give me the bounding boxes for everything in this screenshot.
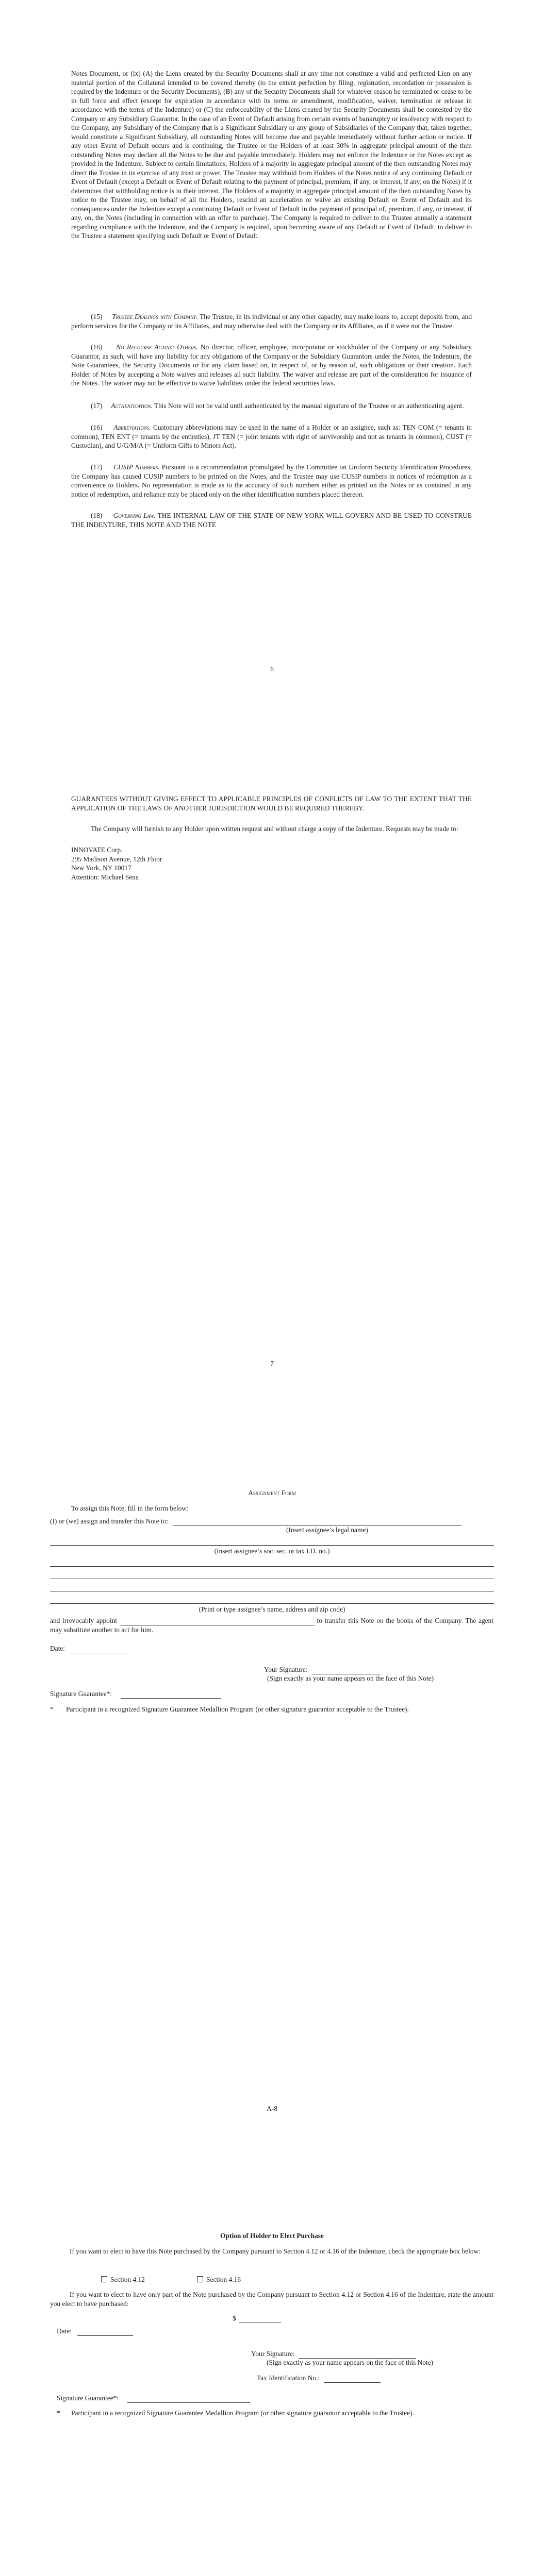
section-17-authentication-paragraph: (17) Authentication. This Note will not be valid until authenticated by the manual signature of the Trustee or an authenticating agent. [91, 402, 464, 410]
option-signature-field[interactable] [299, 2351, 416, 2359]
section-15-heading: Trustee Dealings with Company. [112, 313, 198, 320]
checkbox-section-416[interactable] [197, 2276, 203, 2282]
assignee-name-field[interactable] [173, 1518, 461, 1526]
option-date-row: Date: [57, 2327, 133, 2336]
option-election-paragraph: If you want to elect to have this Note purchased by the Company pursuant to Section 4.12 or 4.16 of the Indenture, check the appropriate box below: [70, 2247, 481, 2255]
address-line: INNOVATE Corp. [71, 846, 123, 854]
section-17-cusip-paragraph: (17) CUSIP Numbers. Pursuant to a recommendation promulgated by the Committee on Uniform Security Identification Procedures, the Company has caused CUSIP numbers to be printed on the Notes, and the Trustee may use CUSIP numbers in notices of redemption as a convenience to Holders. No representation is made as to the accuracy of such numbers either as printed on the Notes or as contained in any notice of redemption, and reliance may be placed only on the other identification numbers placed thereon. [71, 463, 472, 498]
assignee-address-caption: (Print or type assignee’s name, address and zip code) [199, 1605, 345, 1613]
page-number: 7 [270, 1360, 274, 1367]
purchase-amount-field[interactable] [239, 2315, 281, 2323]
section-412-option[interactable]: Section 4.12 [101, 2275, 145, 2284]
assign-instruction: To assign this Note, fill in the form below: [71, 1504, 189, 1512]
assignment-footnote-star: * [50, 1705, 54, 1713]
assignee-address-line-4[interactable] [50, 1603, 494, 1604]
section-16-paragraph: (16) No Recourse Against Others. No director, officer, employee, incorporator or stockholder of the Company or any Subsidiary Guarantor, as such, will have any liability for any obligations of the Company or the Subsidiary Guarantors under the Notes, the Indenture, the Note Guarantees, the Security Documents or for any claim based on, in respect of, or by reason of, such obligations or their creation. Each Holder of Notes by accepting a Note waives and releases all such liability. The waiver and release are part of the consideration for issuance of the Notes. The waiver may not be effective to waive liabilities under the federal securities laws. [71, 343, 472, 387]
appoint-agent-paragraph: and irrevocably appoint to transfer this Note on the books of the Company. The agent may substitute another to act for him. [50, 1617, 493, 1634]
option-signature-note: (Sign exactly as your name appears on the face of this Note) [267, 2359, 434, 2366]
section-16-abbreviations-paragraph: (16) Abbreviations. Customary abbreviations may be used in the name of a Holder or an assignee, such as: TEN COM (= tenants in common), TEN ENT (= tenants by the entireties), JT TEN (= joint tenants with right of survivorship and not as tenants in common), CUST (= Custodian), and U/G/M/A (= Uniform Gifts to Minors Act). [71, 423, 472, 449]
section-18-paragraph: (18) Governing Law. THE INTERNAL LAW OF THE STATE OF NEW YORK WILL GOVERN AND BE USED TO CONSTRUE THE INDENTURE, THIS NOTE AND THE NOTE [71, 512, 472, 529]
company-address [71, 845, 472, 882]
page-number: 6 [270, 665, 274, 673]
assignment-signature-row: Your Signature: [264, 1665, 493, 1674]
assignment-date-field[interactable] [71, 1646, 126, 1653]
assignment-form-title: Assignment Form [248, 1489, 296, 1497]
section-17-cusip-heading: CUSIP Numbers. [113, 463, 160, 471]
page2-continuation-paragraph: GUARANTEES WITHOUT GIVING EFFECT TO APPLICABLE PRINCIPLES OF CONFLICTS OF LAW TO THE EXTENT THAT THE APPLICATION OF THE LAWS OF ANOTHER JURISDICTION WOULD BE REQUIRED THEREBY. [71, 795, 472, 812]
assign-transfer-label: (I) or (we) assign and transfer this Note to: [50, 1517, 169, 1525]
option-signature-row: Your Signature: [251, 2349, 493, 2359]
page-number: A-8 [267, 2105, 277, 2112]
option-footnote-star: * [57, 2409, 60, 2417]
option-date-field[interactable] [77, 2328, 133, 2336]
address-line: Attention: Michael Sena [71, 873, 139, 881]
option-footnote: Participant in a recognized Signature Guarantee Medallion Program (or other signature guarantor acceptable to the Trustee). [71, 2409, 414, 2417]
assignee-address-line-1[interactable] [50, 1566, 494, 1567]
assignment-guarantee-field[interactable] [121, 1691, 221, 1699]
assignment-footnote: Participant in a recognized Signature Guarantee Medallion Program (or other signature guarantor acceptable to the Trustee). [66, 1705, 409, 1713]
option-guarantee-field[interactable] [127, 2395, 250, 2403]
option-purchase-title: Option of Holder to Elect Purchase [220, 2232, 324, 2240]
assignee-taxid-field[interactable] [50, 1545, 494, 1546]
option-guarantee-row: Signature Guarantee*: [57, 2394, 250, 2403]
section-15-paragraph: (15) Trustee Dealings with Company. The Trustee, in its individual or any other capacity, may make loans to, accept deposits from, and perform services for the Company or its Affiliates, and may otherwise deal with the Company or its Affiliates, as if it were not the Trustee. [71, 313, 472, 330]
agent-name-field[interactable] [120, 1618, 315, 1625]
checkbox-section-412[interactable] [101, 2276, 107, 2282]
page1-continuation-paragraph: Notes Document, or (ix) (A) the Liens created by the Security Documents shall at any time not constitute a valid and perfected Lien on any material portion of the Collateral intended to be covered thereby (to the extent perfection by filing, registration, recordation or possession is required by the Indenture or the Security Documents), (B) any of the Security Documents shall for whatever reason be terminated or cease to be in full force and effect (except for expiration in accordance with its terms or amendment, modification, waiver, termination or release in accordance with the terms of the Indenture) or (C) the enforceability of the Liens created by the Security Documents shall be contested by the Company or any Subsidiary Guarantor. In the case of an Event of Default arising from certain events of bankruptcy or insolvency with respect to the Company, any Subsidiary of the Company that is a Significant Subsidiary or any group of Subsidiaries of the Company that, taken together, would constitute a Significant Subsidiary, all outstanding Notes will become due and payable immediately without further action or notice. If any other Event of Default occurs and is continuing, the Trustee or the Holders of at least 30% in aggregate principal amount of the then outstanding Notes may declare all the Notes to be due and payable immediately. Holders may not enforce the Indenture or the Notes except as provided in the Indenture. Subject to certain limitations, Holders of a majority in aggregate principal amount of the then outstanding Notes may direct the Trustee in its exercise of any trust or power. The Trustee may withhold from Holders of the Notes notice of any continuing Default or Event of Default (except a Default or Event of Default relating to the payment of principal, premium, if any, or interest, if any, on the Notes) if it determines that withholding notice is in their interest. The Holders of a majority in aggregate principal amount of the then outstanding Notes by notice to the Trustee may, on behalf of all the Holders, rescind an acceleration or waive an existing Default or Event of Default and its consequences under the Indenture except a continuing Default or Event of Default in the payment of principal of, premium, if any, or interest, if any, on, the Notes (including in connection with an offer to purchase). The Company is required to deliver to the Trustee annually a statement regarding compliance with the Indenture, and the Company is required, upon becoming aware of any Default or Event of Default, to deliver to the Trustee a statement specifying such Default or Event of Default. [71, 70, 472, 240]
purchase-amount-row: $ [233, 2314, 281, 2323]
tax-id-field[interactable] [324, 2375, 381, 2383]
assignment-guarantee-row: Signature Guarantee*: [50, 1689, 221, 1699]
section-16-heading: No Recourse Against Others. [116, 343, 198, 351]
section-416-option[interactable]: Section 4.16 [197, 2275, 241, 2284]
assignment-signature-note: (Sign exactly as your name appears on the face of this Note) [267, 1674, 434, 1682]
address-line: 295 Madison Avenue, 12th Floor [71, 855, 162, 863]
assignment-date-row: Date: [50, 1644, 126, 1653]
assignee-name-row [50, 1517, 493, 1526]
assignee-taxid-caption: (Insert assignee’s soc. sec. or tax I.D. no.) [214, 1547, 330, 1555]
assignment-signature-field[interactable] [311, 1667, 381, 1674]
address-line: New York, NY 10017 [71, 864, 131, 872]
section-18-heading: Governing Law. [113, 512, 156, 519]
tax-id-row: Tax Identification No.: [257, 2374, 494, 2383]
section-17-authentication-heading: Authentication. [111, 402, 153, 410]
section-16-abbreviations-heading: Abbreviations. [113, 423, 151, 431]
assignee-name-caption: (Insert assignee’s legal name) [286, 1526, 368, 1534]
indenture-copy-paragraph: The Company will furnish to any Holder upon written request and without charge a copy of the Indenture. Requests may be made to: [91, 825, 458, 833]
partial-purchase-paragraph: If you want to elect to have only part of the Note purchased by the Company pursuant to Section 4.12 or Section 4.16 of the Indenture, state the amount you elect to have purchased: [50, 2291, 493, 2308]
